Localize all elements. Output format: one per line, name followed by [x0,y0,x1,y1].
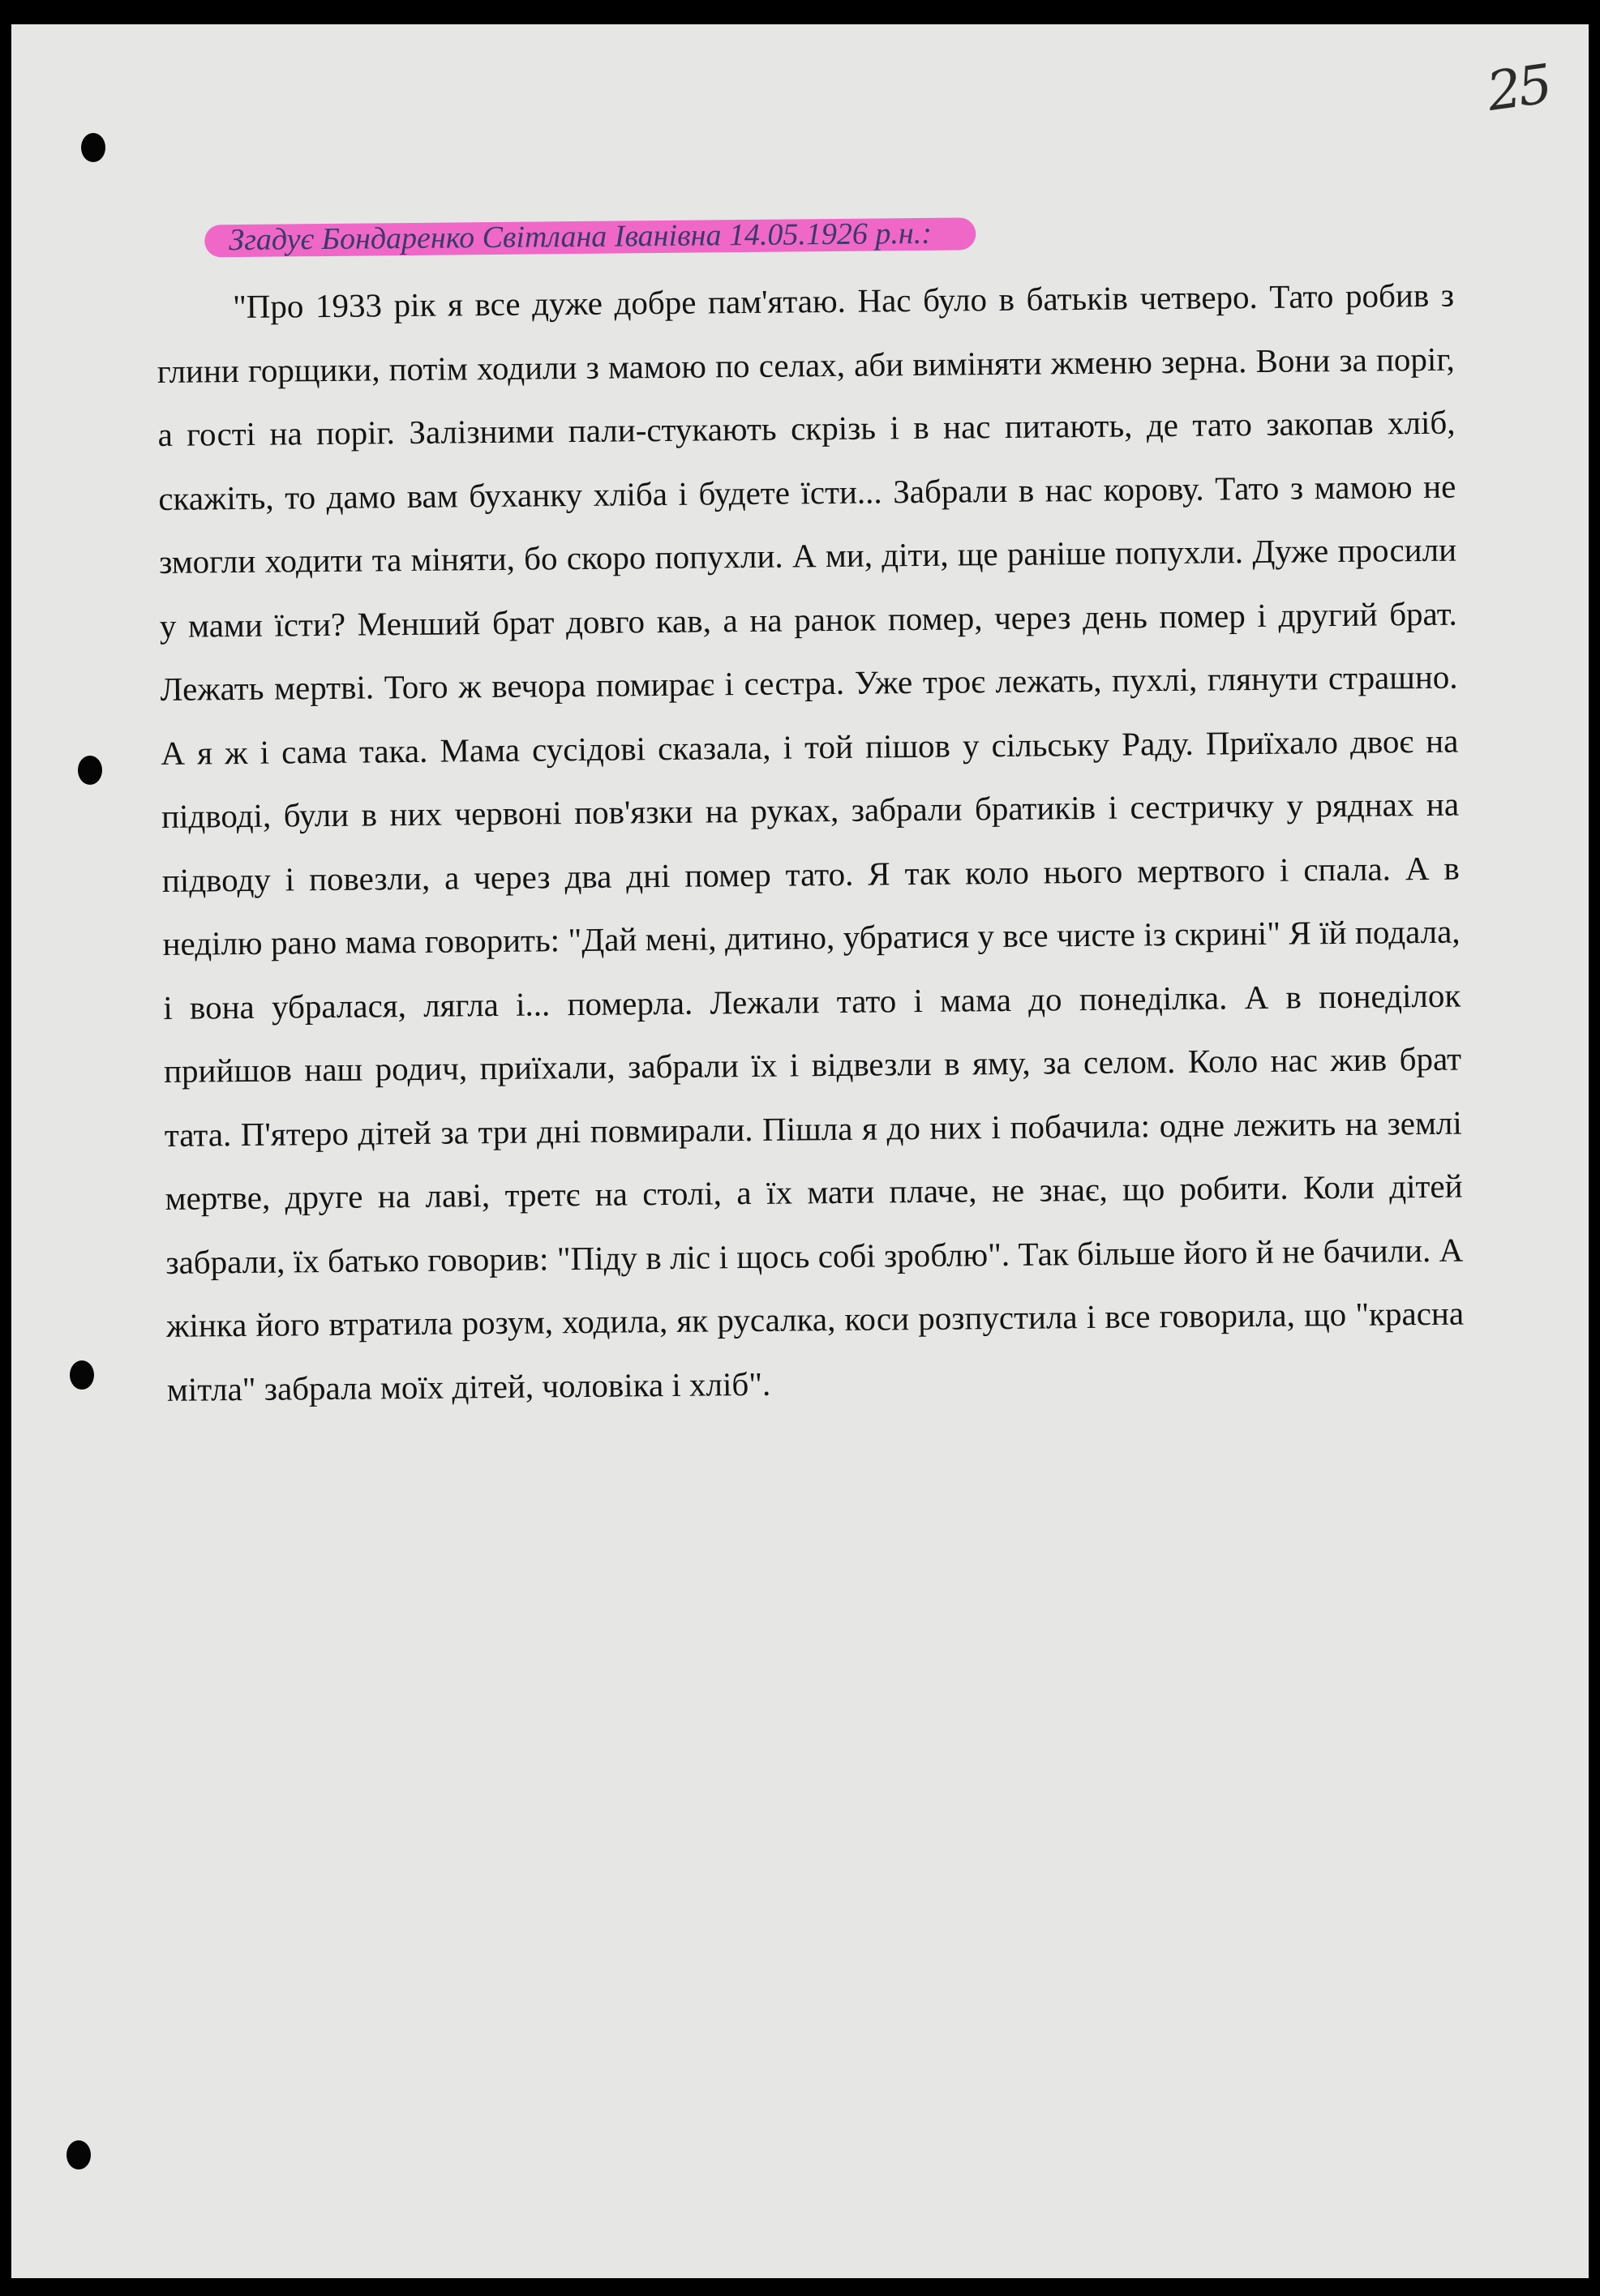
heading-text: Згадує Бондаренко Світлана Іванівна 14.05.1926 р.н.: [229,216,933,258]
punch-hole [66,2140,91,2170]
text-block [156,205,1465,1421]
testimony-text: "Про 1933 рік я все дуже добре пам'ятаю. Нас було в батьків четверо. Тато робив з глини горщики, потім ходили з мамою по селах, аби виміняти жменю зерна. Вони за поріг, а гості на поріг. Залізними пали-стукають скрізь і в нас питають, де тато закопав хліб, скажіть, то дамо вам буханку хліба і будете їсти... Забрали в нас корову. Тато з мамою не змогли ходити та міняти, бо скоро попухли. А ми, діти, ще раніше попухли. Дуже просили у мами їсти? Менший брат довго кав, а на ранок помер, через день помер і другий брат. Лежать мертві. Того ж вечора помирає і сестра. Уже троє лежать, пухлі, глянути страшно. А я ж і сама така. Мама сусідові сказала, і той пішов у сільську Раду. Приїхало двоє на підводі, були в них червоні пов'язки на руках, забрали братиків і сестричку у ряднах на підводу і повезли, а через два дні помер тато. Я так коло нього мертвого і спала. А в неділю рано мама говорить: "Дай мені, дитино, убратися у все чисте із скрині" Я їй подала, і вона убралася, лягла і... померла. Лежали тато і мама до понеділка. А в понеділок прийшов наш родич, приїхали, забрали їх і відвезли в яму, за селом. Коло нас жив брат тата. П'ятеро дітей за три дні повмирали. Пішла я до них і побачила: одне лежить на землі мертве, друге на лаві, третє на столі, а їх мати плаче, не знає, що робити. Коли дітей забрали, їх батько говорив: "Піду в ліс і щось собі зроблю". Так більше його й не бачили. А жінка його втратила розум, ходила, як русалка, коси розпустила і все говорила, що "красна мітла" забрала моїх дітей, чоловіка і хліб". [157,276,1465,1408]
heading [225,209,959,263]
punch-hole [78,756,102,785]
punch-hole [70,1360,94,1390]
page-number: 25 [1483,53,1553,123]
punch-hole [81,133,105,162]
document-page [11,24,1589,2278]
